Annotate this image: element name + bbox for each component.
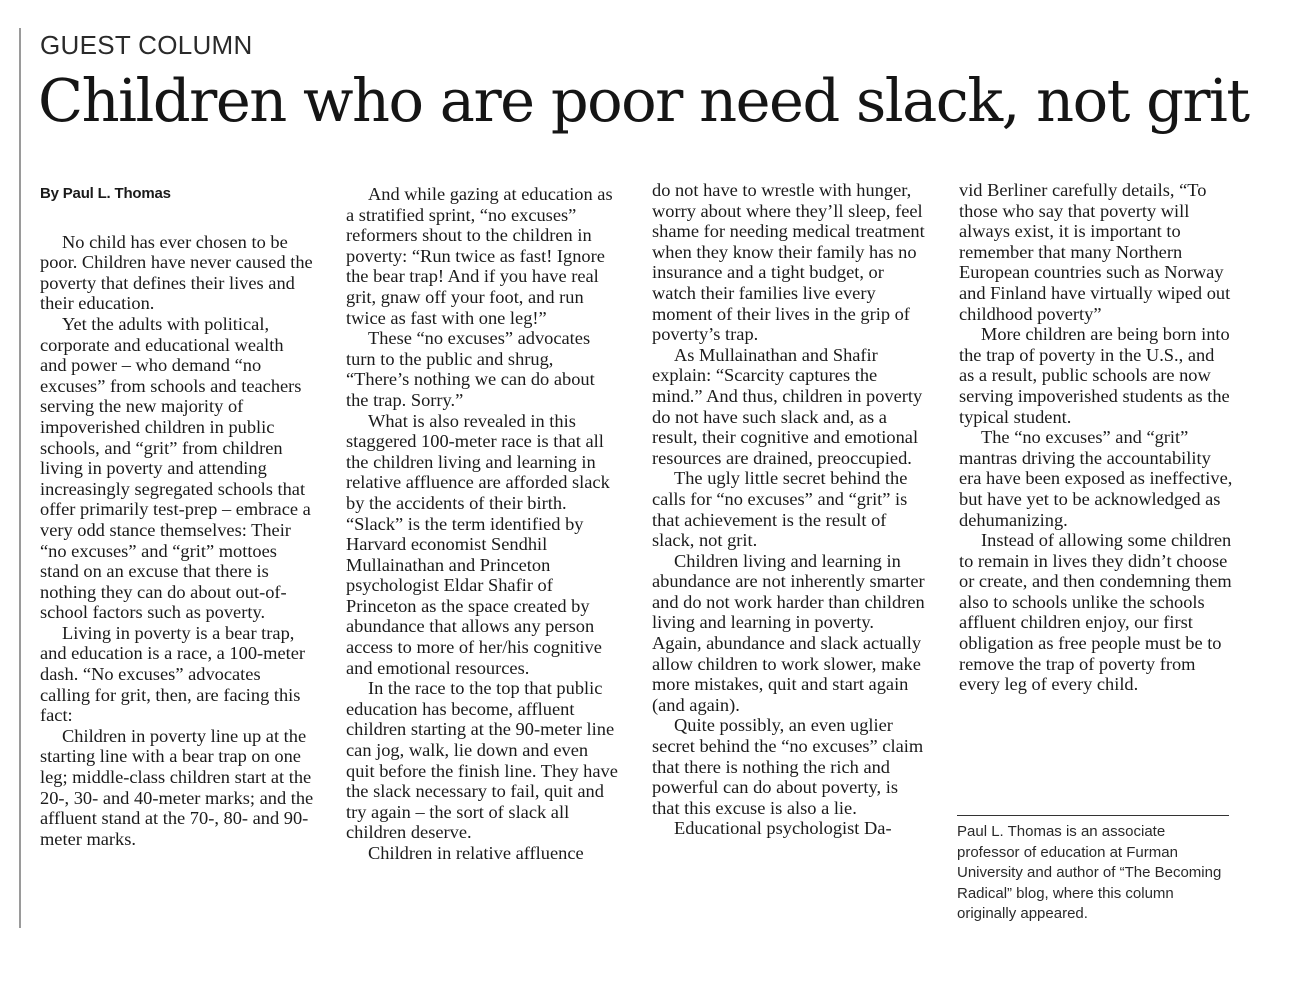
byline: By Paul L. Thomas	[40, 185, 171, 202]
paragraph: No child has ever chosen to be poor. Children have never caused the poverty that defines their lives and their education.	[40, 231, 313, 314]
paragraph: The ugly little secret behind the calls for “no excuses” and “grit” is that achievement is the result of slack, not grit.	[652, 468, 908, 551]
bio-divider	[957, 815, 1229, 816]
headline: Children who are poor need slack, not grit	[38, 66, 1249, 135]
paragraph: What is also revealed in this staggered 100-meter race is that all the children living and learning in relative affluence are afforded slack by the accidents of their birth. “Slack” is the term identified by Harvard economist Sendhil Mullainathan and Princeton psychologist Eldar Shafir of Princeton as the space created by abundance that allows any person access to more of her/his cognitive and emotional resources.	[346, 410, 610, 678]
paragraph-continued: do not have to wrestle with hunger, worry about where they’ll sleep, feel shame for needing medical treatment when they know their family has no insurance and a tight budget, or watch their families live every moment of their lives in the grip of poverty’s trap.	[652, 180, 925, 345]
paragraph: Yet the adults with political, corporate and educational wealth and power – who demand “no excuses” from schools and teachers serving the new majority of impoverished children in public schools, and “grit” from children living in poverty and attending increasingly segregated schools that offer primarily test-prep – embrace a very odd stance themselves: Their “no excuses” and “grit” mottoes stand on an excuse that there is nothing they can do about out-of-school factors such as poverty.	[40, 313, 311, 623]
column-1	[40, 184, 314, 849]
paragraph: Quite possibly, an even uglier secret behind the “no excuses” claim that there is nothing the rich and powerful can do about poverty, is that this excuse is also a lie.	[652, 715, 924, 818]
paragraph: In the race to the top that public education has become, affluent children starting at the 90-meter line can jog, walk, lie down and even quit before the finish line. They have the slack necessary to fail, quit and try again – the sort of slack all children deserve.	[346, 678, 618, 843]
section-kicker: GUEST COLUMN	[40, 30, 253, 60]
paragraph: Educational psychologist Da-	[674, 818, 892, 839]
paragraph: As Mullainathan and Shafir explain: “Scarcity captures the mind.” And thus, children in poverty do not have such slack and, as a result, their cognitive and emotional resources are drained, preoccupied.	[652, 344, 923, 468]
paragraph-continued: vid Berliner carefully details, “To those who say that poverty will always exist, it is important to remember that many Northern European countries such as Norway and Finland have virtually wiped out childhood poverty”	[959, 180, 1231, 324]
author-bio: Paul L. Thomas is an associate professor of education at Furman University and author of “The Becoming Radical” blog, where this column originally appeared.	[957, 823, 1222, 922]
left-column-rule	[19, 28, 21, 928]
column-2	[346, 184, 620, 864]
paragraph: Children living and learning in abundance are not inherently smarter and do not work harder than children living and learning in poverty. Again, abundance and slack actually allow children to work slower, make more mistakes, quit and start again (and again).	[652, 550, 925, 715]
paragraph: The “no excuses” and “grit” mantras driving the accountability era have been exposed as ineffective, but have yet to be acknowledged as dehumanizing.	[959, 427, 1233, 530]
paragraph: And while gazing at education as a stratified sprint, “no excuses” reformers shout to the children in poverty: “Run twice as fast! Ignore the bear trap! And if you have real grit, gnaw off your foot, and run twice as fast with one leg!”	[346, 184, 613, 328]
paragraph: Children in poverty line up at the starting line with a bear trap on one leg; middle-class children start at the 20-, 30- and 40-meter marks; and the affluent stand at the 70-, 80- and 90-meter marks.	[40, 725, 314, 849]
paragraph: Children in relative affluence	[368, 843, 584, 863]
paragraph: Instead of allowing some children to remain in lives they didn’t choose or create, and then condemning them also to schools unlike the schools affluent children enjoy, our first obligation as free people must be to remove the trap of poverty from every leg of every child.	[959, 530, 1232, 695]
paragraph: More children are being born into the trap of poverty in the U.S., and as a result, public schools are now serving impoverished students as the typical student.	[959, 324, 1230, 427]
paragraph: These “no excuses” advocates turn to the public and shrug, “There’s nothing we can do about the trap. Sorry.”	[346, 328, 595, 410]
paragraph: Living in poverty is a bear trap, and education is a race, a 100-meter dash. “No excuses” advocates calling for grit, then, are facing this fact:	[40, 622, 306, 726]
column-3	[652, 180, 926, 839]
column-4	[959, 180, 1233, 695]
